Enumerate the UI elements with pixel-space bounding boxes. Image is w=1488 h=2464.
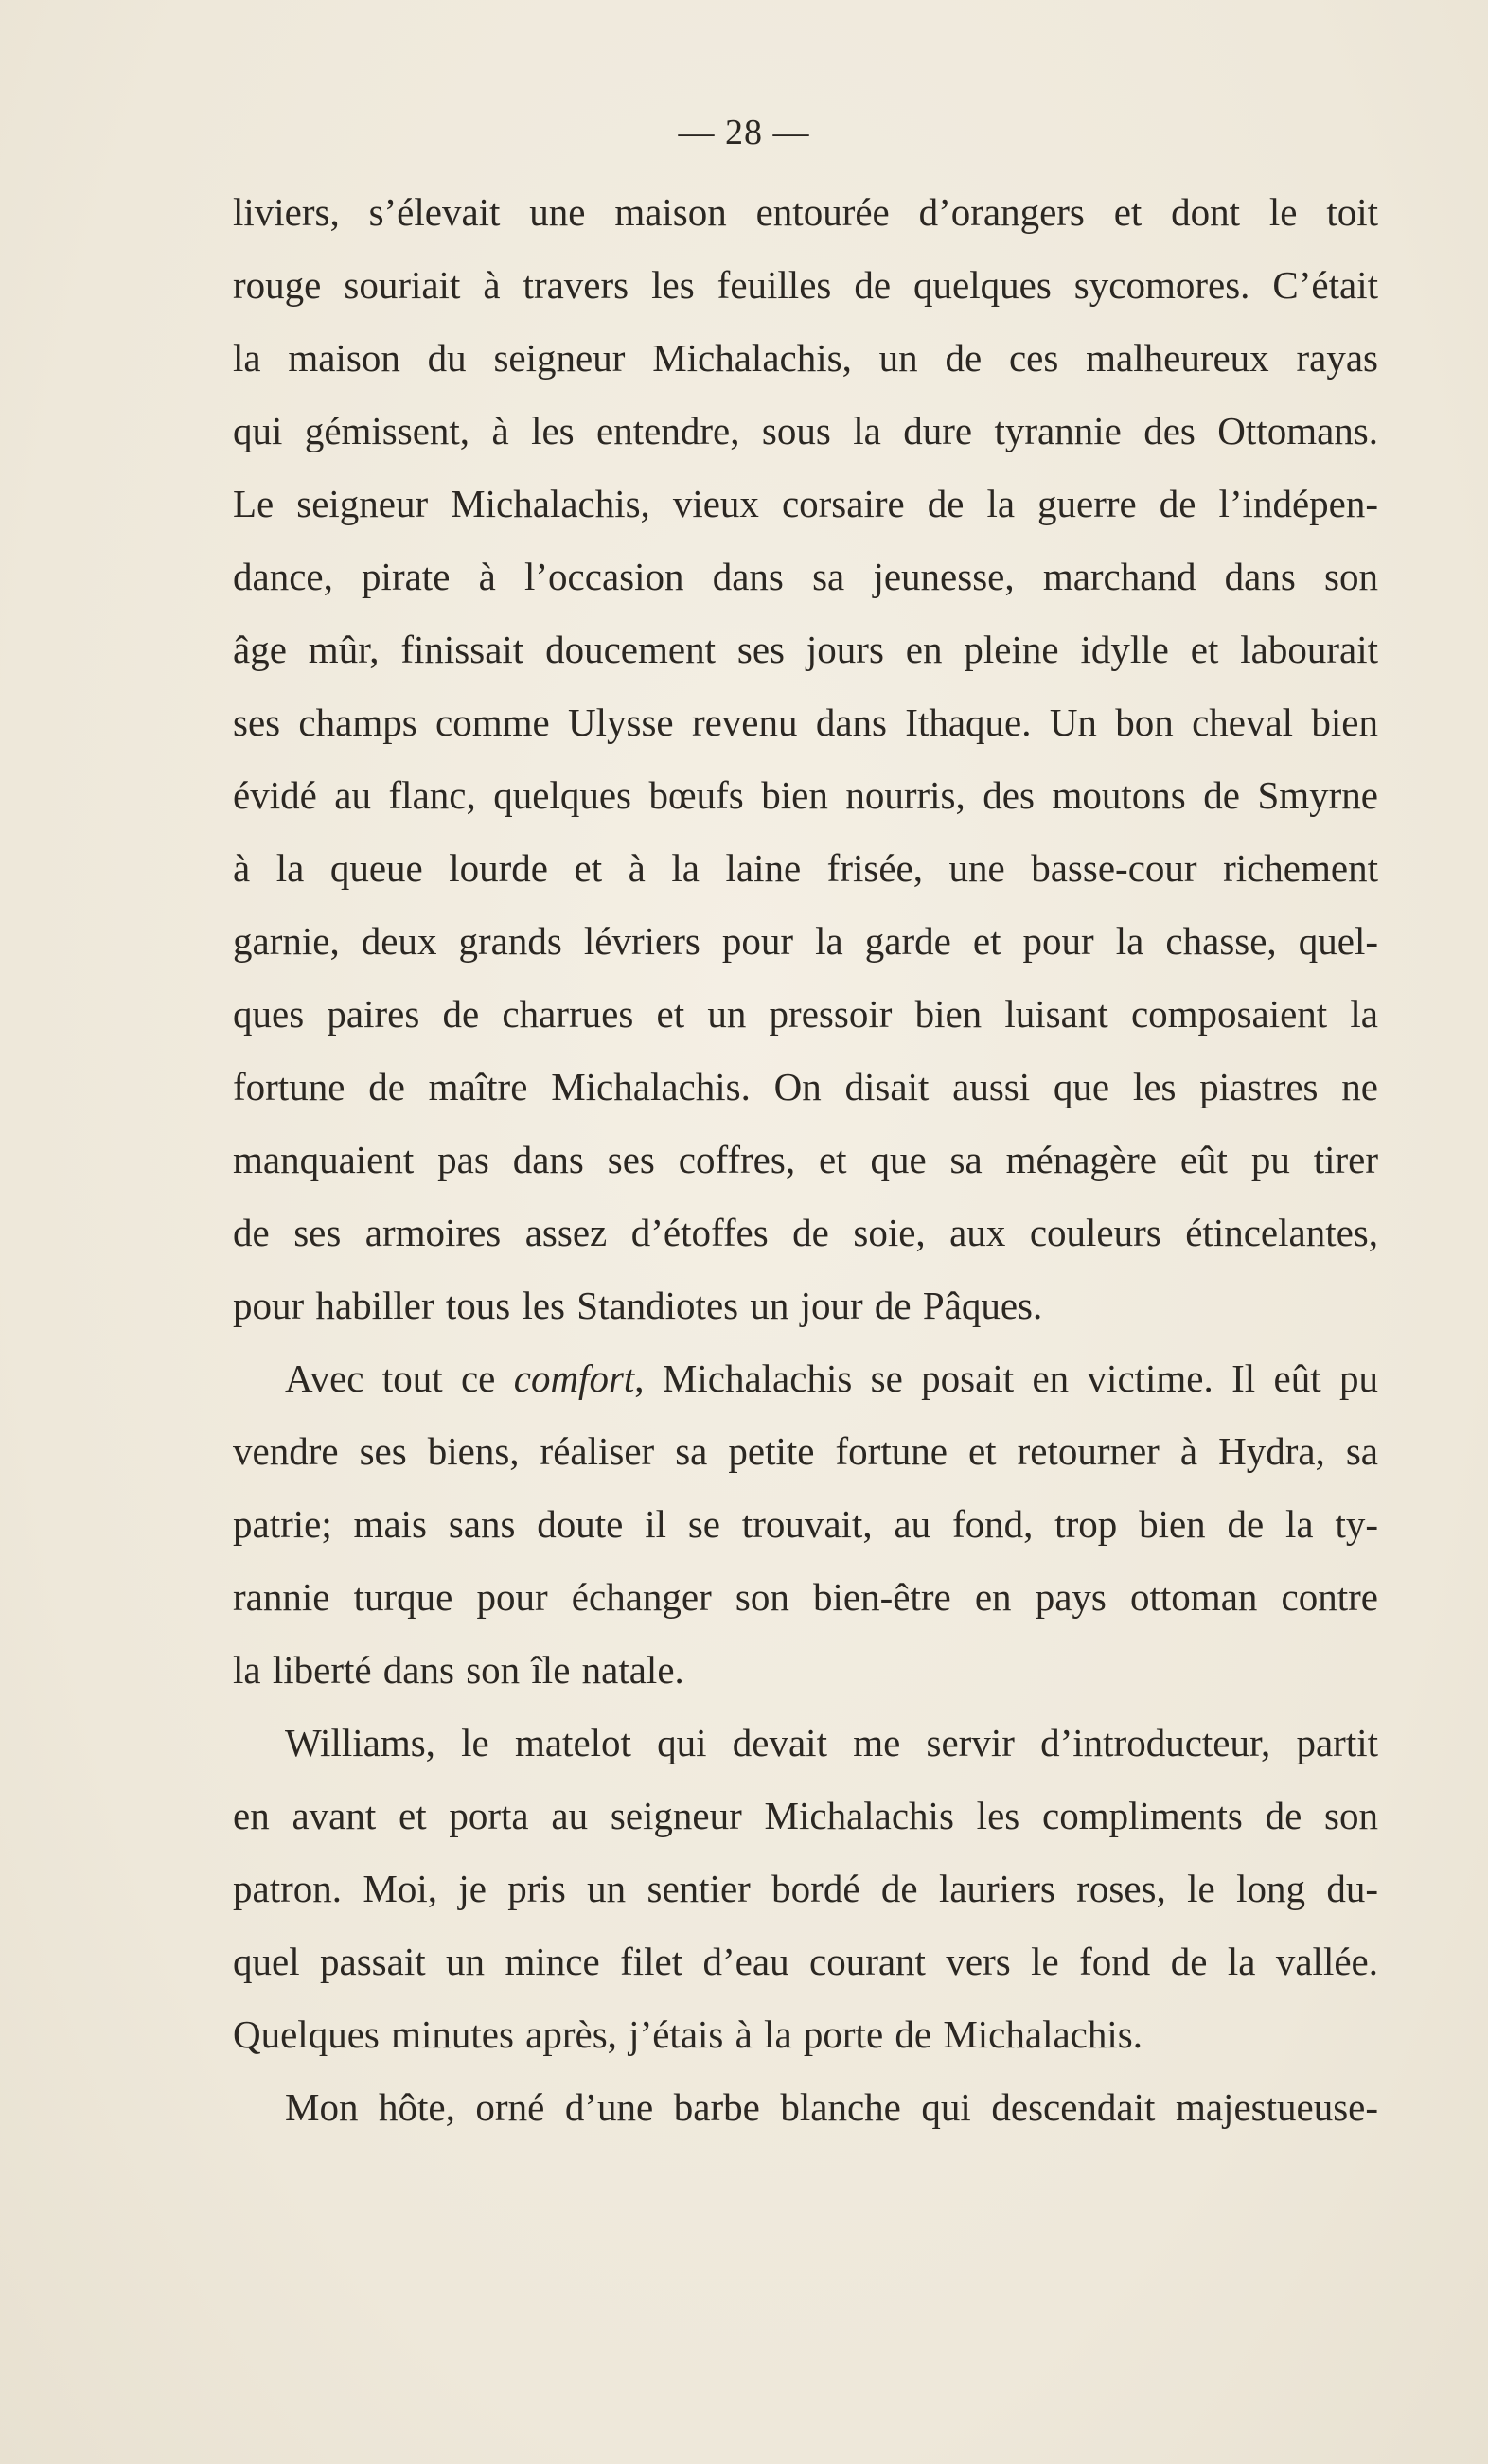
text-line: pour habiller tous les Standiotes un jour de Pâques. bbox=[233, 1284, 1043, 1327]
text-fragment: , Michalachis se posait en victime. Il eût pu bbox=[634, 1356, 1378, 1400]
text-line: rannie turque pour échanger son bien-être en pays ottoman contre bbox=[233, 1575, 1378, 1619]
text-line: Williams, le matelot qui devait me servir d’introducteur, partit bbox=[285, 1721, 1378, 1764]
text-fragment: Avec tout ce bbox=[285, 1356, 514, 1400]
paragraph bbox=[233, 176, 1378, 1342]
text-line: patron. Moi, je pris un sentier bordé de lauriers roses, le long du- bbox=[233, 1867, 1378, 1910]
text-line: fortune de maître Michalachis. On disait aussi que les piastres ne bbox=[233, 1065, 1378, 1108]
text-line: la liberté dans son île natale. bbox=[233, 1648, 684, 1692]
italic-word: comfort bbox=[513, 1356, 635, 1400]
body-text bbox=[233, 176, 1378, 2144]
text-line: liviers, s’élevait une maison entourée d’orangers et dont le toit bbox=[233, 190, 1378, 234]
text-line: rouge souriait à travers les feuilles de quelques sycomores. C’était bbox=[233, 263, 1378, 307]
text-line: ses champs comme Ulysse revenu dans Ithaque. Un bon cheval bien bbox=[233, 700, 1378, 744]
text-line: en avant et porta au seigneur Michalachis les compliments de son bbox=[233, 1794, 1378, 1837]
paragraph bbox=[233, 1707, 1378, 2071]
text-line: évidé au flanc, quelques bœufs bien nourris, des moutons de Smyrne bbox=[233, 773, 1378, 817]
paragraph bbox=[233, 2071, 1378, 2144]
paragraph bbox=[233, 1342, 1378, 1707]
page-number: — 28 — bbox=[678, 113, 810, 152]
text-line bbox=[233, 1342, 1378, 1415]
text-line: la maison du seigneur Michalachis, un de ces malheureux rayas bbox=[233, 336, 1378, 380]
text-line: patrie; mais sans doute il se trouvait, au fond, trop bien de la ty- bbox=[233, 1502, 1378, 1546]
text-line: qui gémissent, à les entendre, sous la dure tyrannie des Ottomans. bbox=[233, 409, 1378, 452]
text-line: garnie, deux grands lévriers pour la garde et pour la chasse, quel- bbox=[233, 919, 1378, 963]
text-line: ques paires de charrues et un pressoir bien luisant composaient la bbox=[233, 992, 1378, 1036]
text-line: Quelques minutes après, j’étais à la porte de Michalachis. bbox=[233, 2012, 1143, 2056]
text-line: dance, pirate à l’occasion dans sa jeunesse, marchand dans son bbox=[233, 555, 1378, 598]
text-line: de ses armoires assez d’étoffes de soie, aux couleurs étincelantes, bbox=[233, 1211, 1378, 1254]
text-line: Mon hôte, orné d’une barbe blanche qui descendait majestueuse- bbox=[285, 2085, 1378, 2129]
text-line: vendre ses biens, réaliser sa petite fortune et retourner à Hydra, sa bbox=[233, 1429, 1378, 1473]
text-line: quel passait un mince filet d’eau courant vers le fond de la vallée. bbox=[233, 1940, 1378, 1983]
text-line: à la queue lourde et à la laine frisée, une basse-cour richement bbox=[233, 846, 1378, 890]
text-line: âge mûr, finissait doucement ses jours en pleine idylle et labourait bbox=[233, 628, 1378, 671]
text-line: manquaient pas dans ses coffres, et que sa ménagère eût pu tirer bbox=[233, 1138, 1378, 1181]
text-line: Le seigneur Michalachis, vieux corsaire de la guerre de l’indépen- bbox=[233, 482, 1378, 525]
